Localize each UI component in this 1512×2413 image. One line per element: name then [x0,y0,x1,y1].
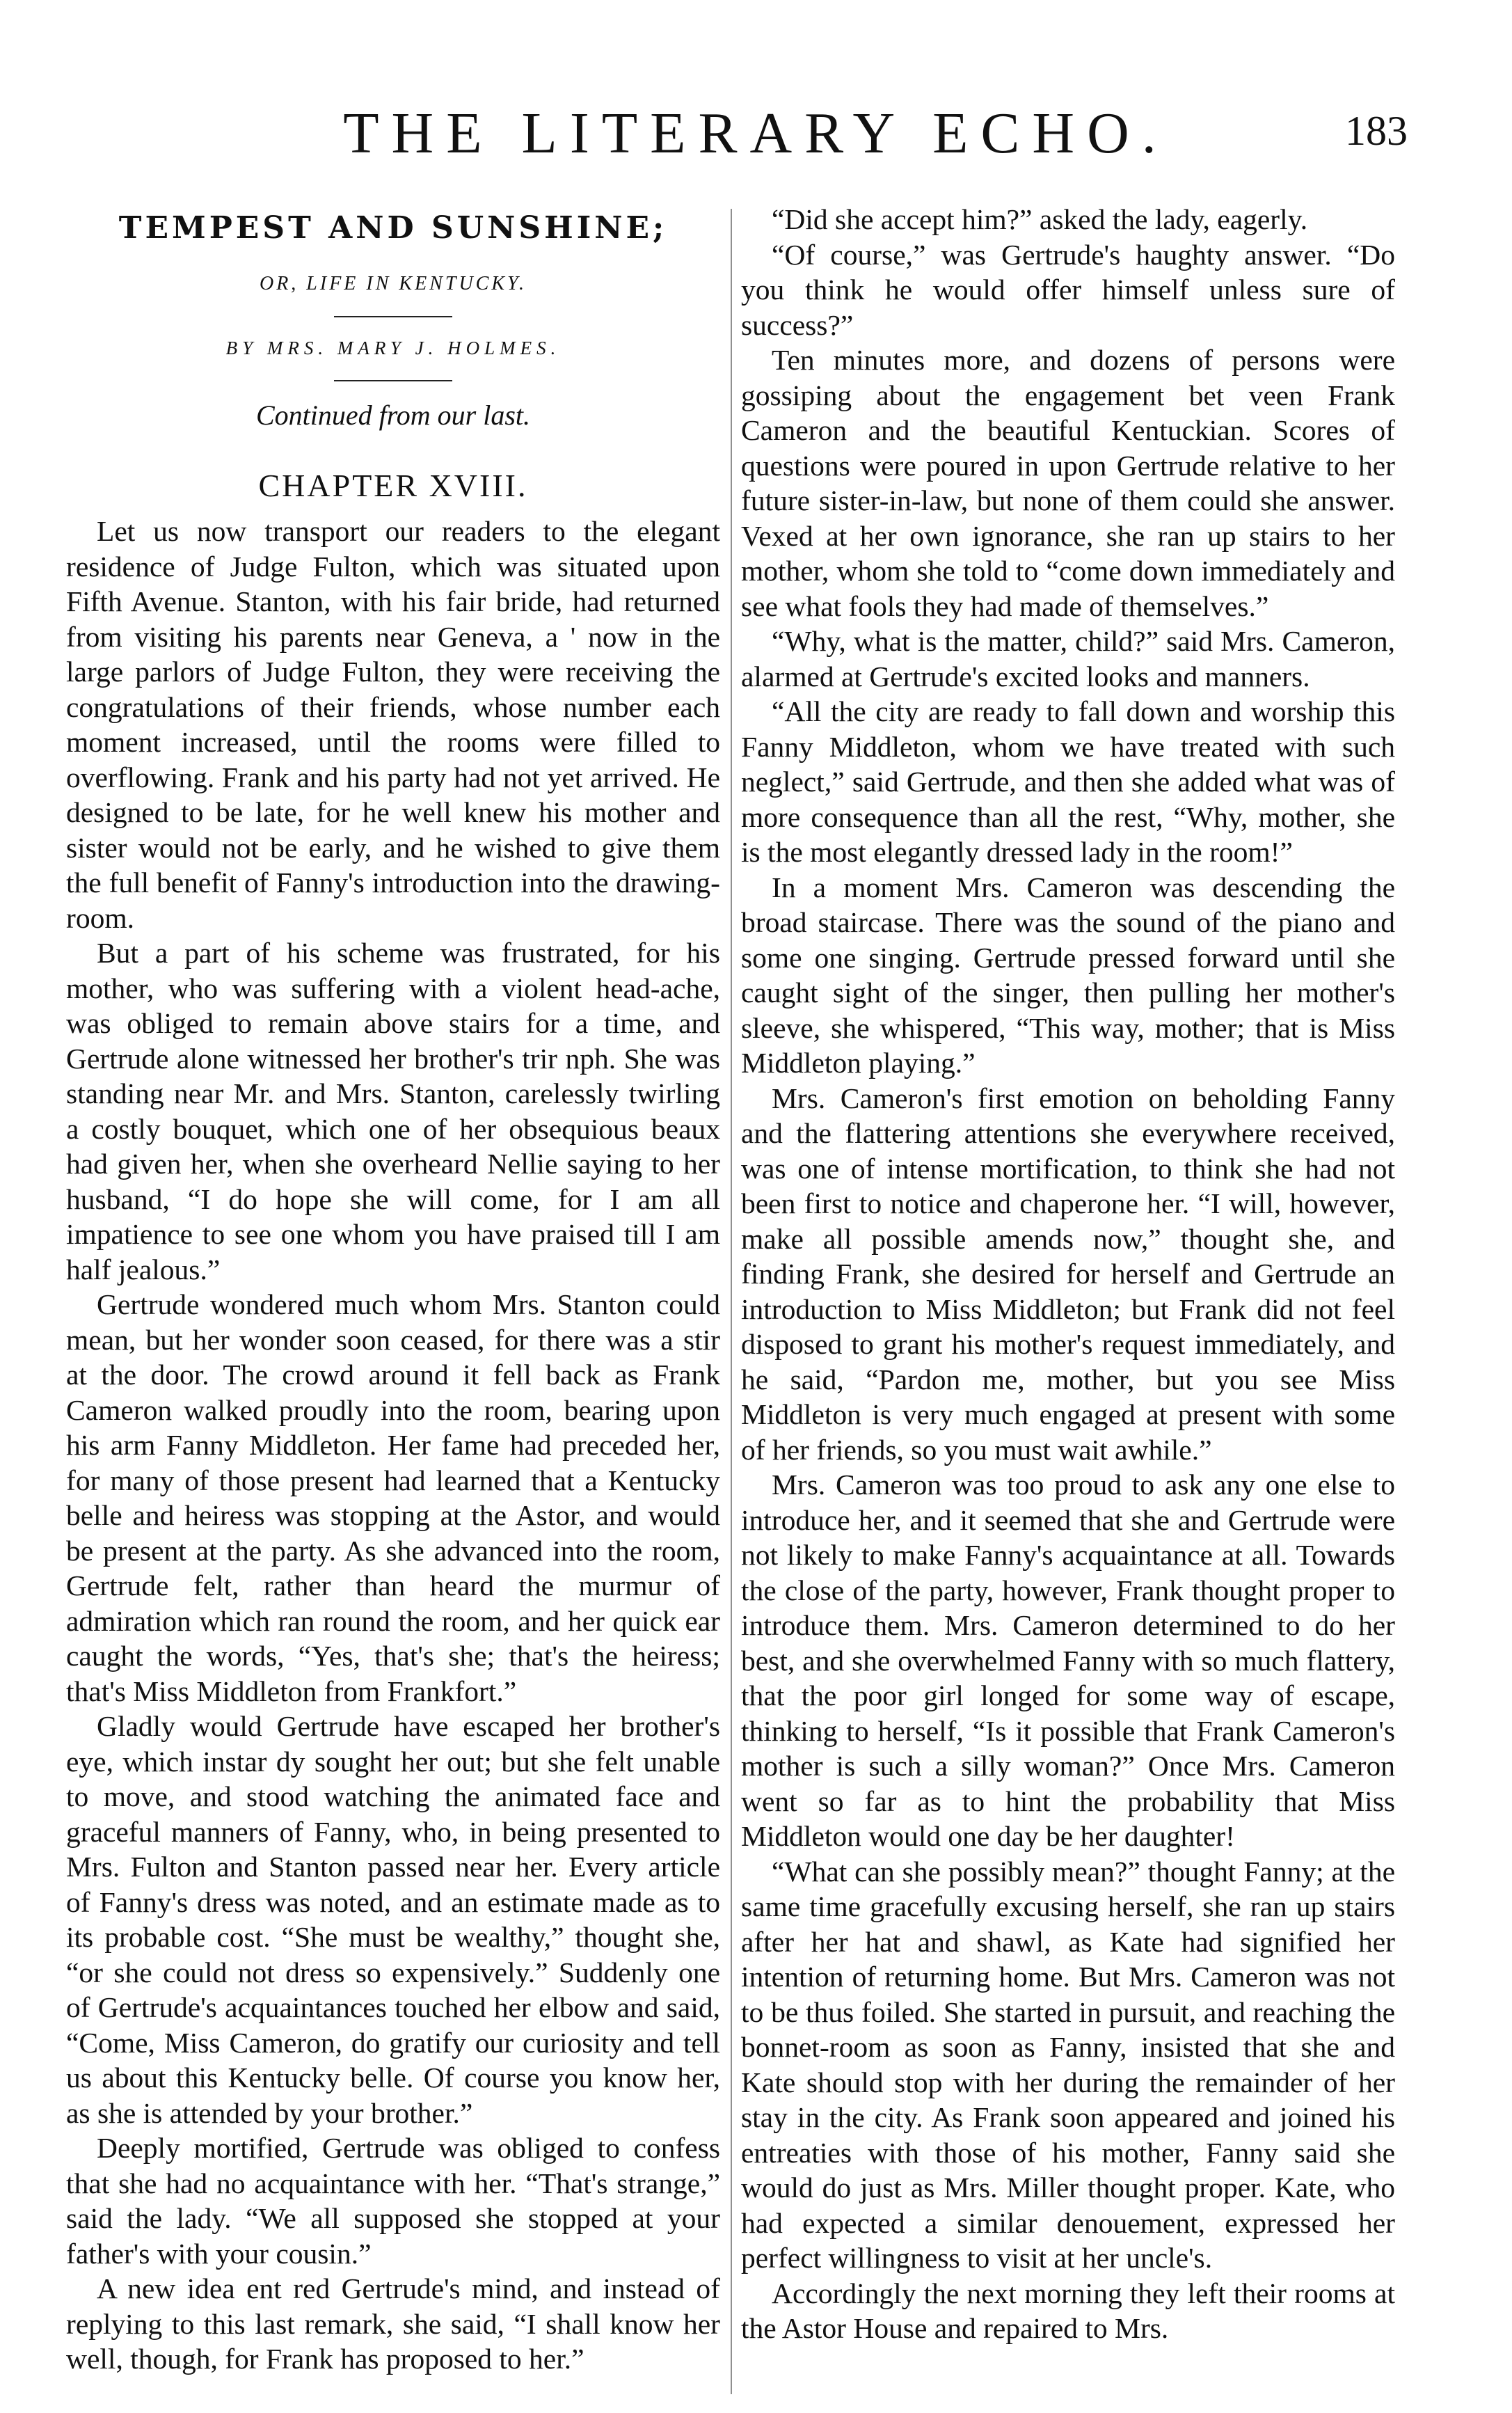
paragraph: Gladly would Gertrude have escaped her brother's eye, which instar dy sought her out; but she felt unable to move, and stood watching the animated face and graceful manners of Fanny, who, in being presented to Mrs. Fulton and Stanton passed near her. Every article of Fanny's dress was noted, and an estimate made as to its probable cost. “She must be wealthy,” thought she, “or she could not dress so expensively.” Suddenly one of Gertrude's acquaintances touched her elbow and said, “Come, Miss Cameron, do gratify our curiosity and tell us about this Kentucky belle. Of course you know her, as she is attended by your brother.” [66,1710,720,2129]
paragraph: “Why, what is the matter, child?” said Mrs. Cameron, alarmed at Gertrude's excited looks and manners. [741,625,1395,693]
paragraph: Let us now transport our readers to the elegant residence of Judge Fulton, which was situated upon Fifth Avenue. Stanton, with his fair bride, had returned from visiting his parents near Geneva, a ' now in the large parlors of Judge Fulton, they were receiving the congratulations of their friends, whose number each moment increased, until the rooms were filled to overflowing. Frank and his party had not yet arrived. He designed to be late, for he well knew his mother and sister would not be early, and he wished to give them the full benefit of Fanny's introduction into the drawing-room. [66,515,720,934]
paragraph: Accordingly the next morning they left their rooms at the Astor House and repaired to Mrs. [741,2277,1395,2344]
paragraph: A new idea ent red Gertrude's mind, and instead of replying to this last remark, she said, “I shall know her well, though, for Frank has proposed to her.” [66,2272,720,2375]
chapter-heading: CHAPTER XVIII. [258,468,528,503]
paragraph: Mrs. Cameron's first emotion on beholding Fanny and the flattering attentions she everywhere received, was one of intense mortification, to think she had not been first to notice and chaperone her. “I will, however, make all possible amends now,” thought she, and finding Frank, she desired for herself and Gertrude an introduction to Miss Middleton; but Frank did not feel disposed to grant his mother's request immediately, and he said, “Pardon me, mother, but you see Miss Middleton is very much engaged at present with some of her friends, so you must wait awhile.” [741,1082,1395,1466]
paragraph: “Of course,” was Gertrude's haughty answer. “Do you think he would offer himself unless sure of success?” [741,238,1395,341]
story-author: BY MRS. MARY J. HOLMES. [225,338,561,358]
paragraph: “What can she possibly mean?” thought Fanny; at the same time gracefully excusing herself, she ran up stairs after her hat and shawl, as Kate had signified her intention of returning home. But Mrs. Cameron was not to be thus foiled. She started in pursuit, and reaching the bonnet-room as soon as Fanny, insisted that she and Kate should stop with her during the remainder of her stay in the city. As Frank soon appeared and joined his entreaties with those of his mother, Fanny said she would do just as Mrs. Miller thought proper. Kate, who had expected a similar denouement, expressed her perfect willingness to visit at her uncle's. [741,1855,1395,2274]
story-subtitle: OR, LIFE IN KENTUCKY. [259,273,527,294]
page-number: 183 [1345,108,1408,154]
paragraph: In a moment Mrs. Cameron was descending the broad staircase. There was the sound of the piano and some one singing. Gertrude pressed forward until she caught sight of the singer, then pulling her mother's sleeve, she whispered, “This way, mother; that is Miss Middleton playing.” [741,871,1395,1079]
paragraph: But a part of his scheme was frustrated, for his mother, who was suffering with a violent head-ache, was obliged to remain above stairs for a time, and Gertrude alone witnessed her brother's trir nph. She was standing near Mr. and Mrs. Stanton, carelessly twirling a costly bouquet, which one of her obsequious beaux had given her, when she overheard Nellie saying to her husband, “I do hope she will come, for I am all impatience to see one whom you have praised till I am half jealous.” [66,937,720,1285]
paragraph: Ten minutes more, and dozens of persons were gossiping about the engagement bet veen Frank Cameron and the beautiful Kentuckian. Scores of questions were poured in upon Gertrude relative to her future sister-in-law, but none of them could she answer. Vexed at her own ignorance, she ran up stairs to her mother, whom she told to “come down immediately and see what fools they had made of themselves.” [741,344,1395,622]
continued-note: Continued from our last. [255,399,531,431]
paragraph: Gertrude wondered much whom Mrs. Stanton could mean, but her wonder soon ceased, for there was a stir at the door. The crowd around it fell back as Frank Cameron walked proudly into the room, bearing upon his arm Fanny Middleton. Her fame had preceded her, for many of those present had learned that a Kentucky belle and heiress was stopping at the Astor, and would be present at the party. As she advanced into the room, Gertrude felt, rather than heard the murmur of admiration which ran round the room, and her quick ear caught the words, “Yes, that's she; that's the heiress; that's Miss Middleton from Frankfort.” [66,1288,720,1707]
author-rule [334,380,452,381]
left-column [66,202,720,2377]
paragraph: Mrs. Cameron was too proud to ask any one else to introduce her, and it seemed that she and Gertrude were not likely to make Fanny's acquaintance at all. Towards the close of the party, however, Frank thought proper to introduce them. Mrs. Cameron determined to do her best, and she overwhelmed Fanny with so much flattery, that the poor girl longed for some way of escape, thinking to herself, “Is it possible that Frank Cameron's mother is such a silly woman?” Once Mrs. Cameron went so far as to hint the probability that Miss Middleton would one day be her daughter! [741,1469,1395,1852]
paragraph: “All the city are ready to fall down and worship this Fanny Middleton, whom we have treated with such neglect,” said Gertrude, and then she added what was of more consequence than all the rest, “Why, mother, she is the most elegantly dressed lady in the room!” [741,695,1395,868]
masthead-title: THE LITERARY ECHO. [343,101,1169,166]
paragraph: Deeply mortified, Gertrude was obliged to confess that she had no acquaintance with her. “That's strange,” said the lady. “We all supposed she stopped at your father's with your cousin.” [66,2132,720,2270]
story-title: TEMPEST AND SUNSHINE; [118,210,668,246]
right-column [741,202,1395,2346]
title-rule [334,316,452,317]
column-divider [731,209,732,2394]
paragraph: “Did she accept him?” asked the lady, eagerly. [772,203,1308,235]
